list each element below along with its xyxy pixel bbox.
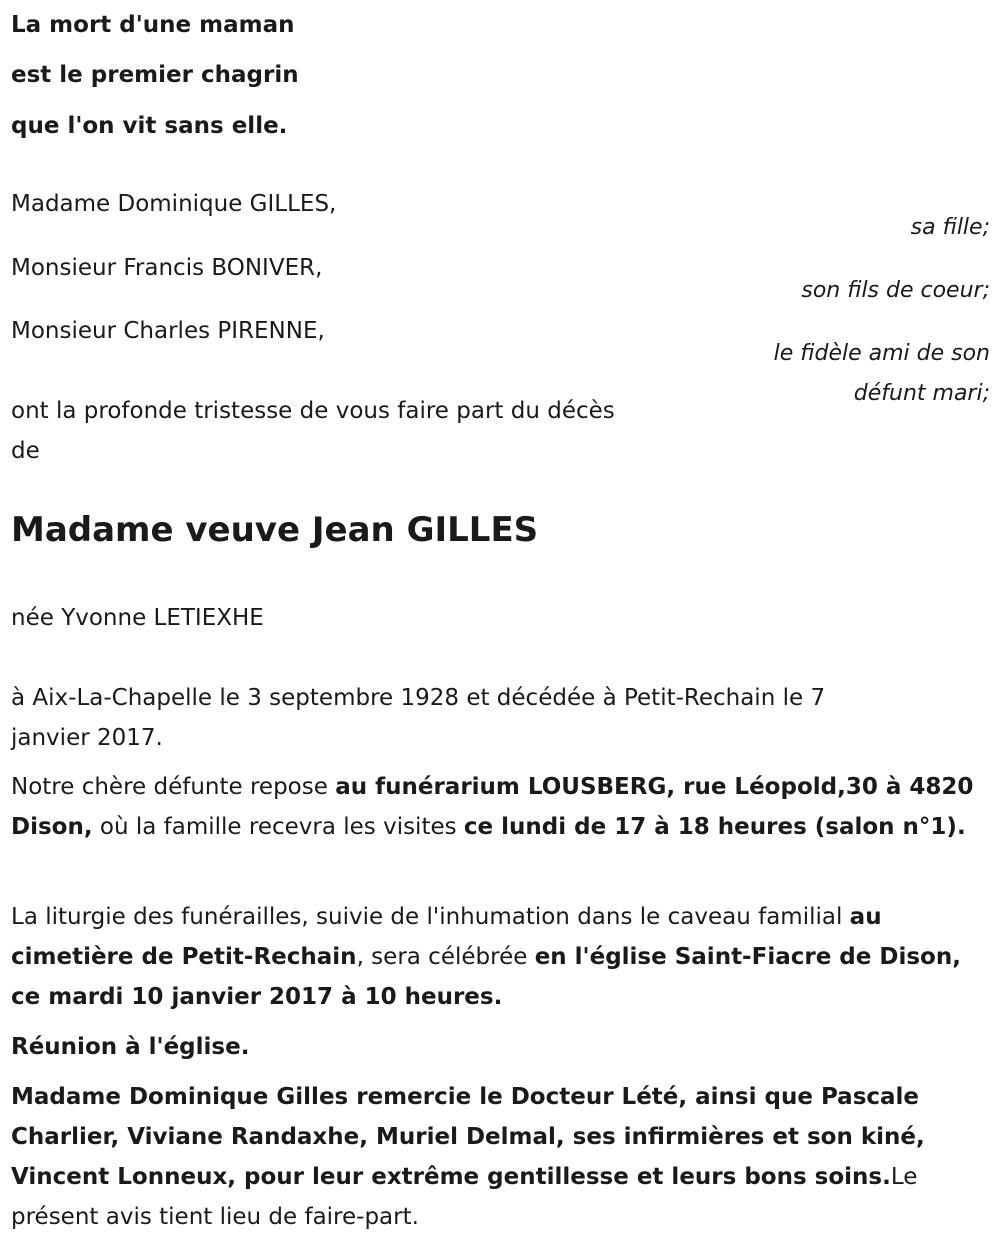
quote-line-1: La mort d'une maman	[11, 12, 295, 38]
deceased-name: Madame veuve Jean GILLES	[11, 510, 539, 550]
visitation-schedule: ce lundi de 17 à 18 heures (salon n°1).	[463, 814, 966, 840]
relation-friend-line-1: le fidèle ami de son	[773, 341, 990, 366]
quote-line-2: est le premier chagrin	[11, 62, 299, 88]
funeral-paragraph	[11, 897, 991, 1017]
visitation-text-2: où la famille recevra les visites	[92, 814, 464, 840]
reunion-paragraph	[11, 1027, 991, 1067]
faire-part-note: Le présent avis tient lieu de faire-part.	[11, 1164, 918, 1230]
funeral-church-schedule: en l'église Saint-Fiacre de Dison, ce mardi 10 janvier 2017 à 10 heures.	[11, 944, 961, 1010]
visitation-paragraph	[11, 767, 991, 847]
deceased-birth-name: née Yvonne LETIEXHE	[11, 605, 264, 631]
funeral-text-2: , sera célébrée	[356, 944, 535, 970]
relation-daughter: sa fille;	[910, 215, 990, 240]
reunion-text: Réunion à l'église.	[11, 1034, 250, 1060]
announcement-line-2: de	[11, 438, 40, 464]
announcement-line-1: ont la profonde tristesse de vous faire part du décès	[11, 398, 615, 424]
funeral-cemetery: au cimetière de Petit-Rechain	[11, 904, 882, 970]
family-name-daughter: Madame Dominique GILLES,	[11, 191, 337, 217]
family-name-friend: Monsieur Charles PIRENNE,	[11, 318, 325, 344]
visitation-location: au funérarium LOUSBERG, rue Léopold,30 à 4820 Dison,	[11, 774, 974, 840]
thanks-paragraph	[11, 1077, 991, 1237]
family-name-son-of-heart: Monsieur Francis BONIVER,	[11, 255, 323, 281]
dates-line-1: à Aix-La-Chapelle le 3 septembre 1928 et décédée à Petit-Rechain le 7	[11, 685, 826, 711]
relation-son-of-heart: son fils de coeur;	[801, 278, 990, 303]
dates-line-2: janvier 2017.	[11, 725, 163, 751]
quote-line-3: que l'on vit sans elle.	[11, 113, 288, 139]
thanks-text: Madame Dominique Gilles remercie le Docteur Lété, ainsi que Pascale Charlier, Viviane Randaxhe, Muriel Delmal, ses infirmières et son kiné, Vincent Lonneux, pour leur extrême gentillesse et leurs bons soins.	[11, 1084, 925, 1190]
funeral-text-1: La liturgie des funérailles, suivie de l'inhumation dans le caveau familial	[11, 904, 850, 930]
relation-friend-line-2: défunt mari;	[853, 381, 990, 406]
visitation-text-1: Notre chère défunte repose	[11, 774, 336, 800]
